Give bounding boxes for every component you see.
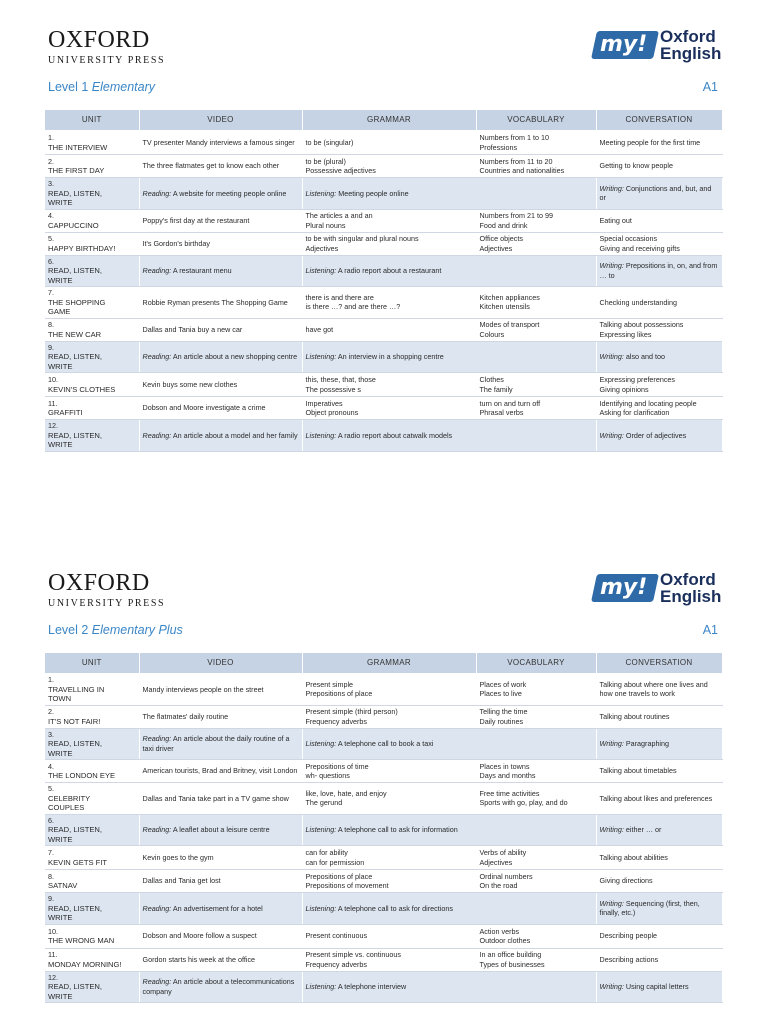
unit-number: 8. — [48, 320, 54, 329]
header-grammar: GRAMMAR — [302, 653, 476, 674]
table-row — [45, 783, 722, 815]
table-row — [45, 971, 722, 1003]
unit-title: READ, LISTEN, WRITE — [48, 825, 103, 844]
vocabulary-cell: Kitchen appliances Kitchen utensils — [476, 287, 596, 319]
conversation-cell: Checking understanding — [596, 287, 722, 319]
table-row — [45, 870, 722, 893]
writing-cell: Writing: Order of adjectives — [596, 420, 722, 452]
unit-cell — [45, 971, 139, 1003]
table-row — [45, 814, 722, 846]
unit-number: 6. — [48, 815, 54, 825]
writing-cell: Writing: either … or — [596, 814, 722, 846]
listening-label: Listening: — [305, 825, 337, 834]
header-unit: UNIT — [45, 653, 139, 674]
conversation-cell: Meeting people for the first time — [596, 131, 722, 155]
reading-cell: Reading: An article about a telecommunications company — [139, 971, 302, 1003]
writing-label: Writing: — [599, 183, 624, 193]
cefr-level: A1 — [702, 80, 718, 94]
conversation-cell: Talking about routines — [596, 705, 722, 728]
publisher-sub: UNIVERSITY PRESS — [48, 55, 166, 66]
unit-title: THE NEW CAR — [48, 329, 102, 339]
video-cell: The flatmates' daily routine — [139, 705, 302, 728]
table-row — [45, 924, 722, 948]
vocabulary-cell: In an office building Types of businesses — [476, 948, 596, 971]
reading-label: Reading: — [142, 266, 172, 275]
video-cell: Dobson and Moore investigate a crime — [139, 397, 302, 420]
unit-cell — [45, 674, 139, 706]
unit-title: READ, LISTEN, WRITE — [48, 982, 103, 1001]
header-grammar: GRAMMAR — [302, 110, 476, 131]
syllabus-table-level-2 — [45, 653, 723, 1003]
unit-number: 2. — [48, 707, 54, 716]
table-row — [45, 705, 722, 728]
listening-cell: Listening: A radio report about a restaurant — [302, 255, 596, 287]
reading-label: Reading: — [142, 903, 172, 913]
unit-number: 5. — [48, 784, 54, 793]
unit-title: READ, LISTEN, WRITE — [48, 266, 103, 285]
table-row — [45, 893, 722, 925]
writing-cell: Writing: Using capital letters — [596, 971, 722, 1003]
unit-title: HAPPY BIRTHDAY! — [48, 243, 116, 253]
header-video: VIDEO — [139, 653, 302, 674]
listening-cell: Listening: A telephone call to book a taxi — [302, 728, 596, 760]
unit-cell — [45, 870, 139, 893]
unit-number: 12. — [48, 421, 58, 430]
writing-label: Writing: — [599, 739, 624, 748]
unit-title: READ, LISTEN, WRITE — [48, 739, 103, 758]
writing-cell: Writing: Prepositions in, on, and from … to — [596, 255, 722, 287]
conversation-cell: Talking about timetables — [596, 760, 722, 783]
unit-number: 10. — [48, 926, 58, 936]
publisher-name: OXFORD — [48, 570, 150, 596]
writing-cell: Writing: Paragraphing — [596, 728, 722, 760]
grammar-cell: Imperatives Object pronouns — [302, 397, 476, 420]
unit-number: 10. — [48, 375, 58, 384]
listening-label: Listening: — [305, 903, 337, 913]
vocabulary-cell: Places in towns Days and months — [476, 760, 596, 783]
unit-number: 3. — [48, 179, 54, 188]
grammar-cell: to be with singular and plural nouns Adjectives — [302, 232, 476, 255]
unit-number: 4. — [48, 211, 54, 220]
reading-label: Reading: — [142, 734, 172, 744]
table-row — [45, 846, 722, 870]
vocabulary-cell: Telling the time Daily routines — [476, 705, 596, 728]
video-cell: Poppy's first day at the restaurant — [139, 209, 302, 232]
level-prefix: Level 1 — [48, 80, 92, 94]
unit-title: CAPPUCCINO — [48, 220, 99, 230]
unit-cell — [45, 760, 139, 783]
reading-cell: Reading: An article about the daily routine of a taxi driver — [139, 728, 302, 760]
grammar-cell: Prepositions of time wh- questions — [302, 760, 476, 783]
conversation-cell: Talking about likes and preferences — [596, 783, 722, 815]
logo-oxford: Oxford — [660, 570, 716, 589]
reading-label: Reading: — [142, 430, 172, 440]
reading-cell: Reading: A website for meeting people online — [139, 178, 302, 210]
listening-cell: Listening: Meeting people online — [302, 178, 596, 210]
conversation-cell: Identifying and locating people Asking for clarification — [596, 397, 722, 420]
reading-label: Reading: — [142, 825, 172, 834]
grammar-cell: Present simple (third person) Frequency adverbs — [302, 705, 476, 728]
vocabulary-cell: Clothes The family — [476, 373, 596, 397]
unit-title: IT'S NOT FAIR! — [48, 716, 101, 726]
header-unit: UNIT — [45, 110, 139, 131]
vocabulary-cell: turn on and turn off Phrasal verbs — [476, 397, 596, 420]
conversation-cell: Describing actions — [596, 948, 722, 971]
header-conversation: CONVERSATION — [596, 653, 722, 674]
table-row — [45, 674, 722, 706]
unit-cell — [45, 846, 139, 870]
grammar-cell: to be (plural) Possessive adjectives — [302, 155, 476, 178]
table-row — [45, 948, 722, 971]
level-name: Elementary Plus — [91, 623, 183, 637]
reading-cell: Reading: An article about a model and her family — [139, 420, 302, 452]
unit-title: READ, LISTEN, WRITE — [48, 430, 103, 449]
level-title — [48, 623, 183, 637]
unit-title: THE LONDON EYE — [48, 771, 116, 780]
video-cell: American tourists, Brad and Britney, visit London — [139, 760, 302, 783]
publisher-sub: UNIVERSITY PRESS — [48, 598, 166, 609]
unit-number: 7. — [48, 848, 54, 857]
reading-label: Reading: — [142, 352, 172, 361]
reading-label: Reading: — [142, 188, 172, 198]
unit-number: 1. — [48, 133, 54, 142]
unit-number: 6. — [48, 256, 54, 266]
unit-number: 11. — [48, 398, 58, 408]
video-cell: Kevin buys some new clothes — [139, 373, 302, 397]
unit-cell — [45, 728, 139, 760]
table-header-row — [45, 653, 722, 674]
grammar-cell: this, these, that, those The possessive s — [302, 373, 476, 397]
grammar-cell: Present simple Prepositions of place — [302, 674, 476, 706]
unit-cell — [45, 814, 139, 846]
unit-title: TRAVELLING IN TOWN — [48, 684, 105, 703]
level-prefix: Level 2 — [48, 623, 92, 637]
header-video: VIDEO — [139, 110, 302, 131]
reading-cell: Reading: A leaflet about a leisure centre — [139, 814, 302, 846]
conversation-cell: Getting to know people — [596, 155, 722, 178]
listening-cell: Listening: A telephone call to ask for information — [302, 814, 596, 846]
logo-oxford: Oxford — [660, 27, 716, 46]
video-cell: Kevin goes to the gym — [139, 846, 302, 870]
vocabulary-cell: Free time activities Sports with go, play, and do — [476, 783, 596, 815]
unit-title: THE SHOPPING GAME — [48, 297, 106, 316]
video-cell: TV presenter Mandy interviews a famous singer — [139, 131, 302, 155]
unit-cell — [45, 893, 139, 925]
unit-title: THE INTERVIEW — [48, 142, 108, 152]
unit-title: THE WRONG MAN — [48, 936, 115, 945]
listening-label: Listening: — [305, 188, 337, 198]
unit-number: 9. — [48, 894, 54, 903]
listening-label: Listening: — [305, 266, 337, 275]
vocabulary-cell: Verbs of ability Adjectives — [476, 846, 596, 870]
reading-cell: Reading: A restaurant menu — [139, 255, 302, 287]
header-vocabulary: VOCABULARY — [476, 653, 596, 674]
unit-number: 2. — [48, 156, 54, 166]
listening-cell: Listening: An interview in a shopping centre — [302, 341, 596, 373]
unit-title: READ, LISTEN, WRITE — [48, 903, 103, 922]
vocabulary-cell: Modes of transport Colours — [476, 318, 596, 341]
table-row — [45, 760, 722, 783]
grammar-cell: have got — [302, 318, 476, 341]
writing-label: Writing: — [599, 352, 624, 361]
writing-cell: Writing: also and too — [596, 341, 722, 373]
listening-label: Listening: — [305, 739, 337, 748]
conversation-cell: Special occasions Giving and receiving gifts — [596, 232, 722, 255]
listening-label: Listening: — [305, 352, 337, 361]
unit-number: 4. — [48, 761, 54, 771]
listening-cell: Listening: A radio report about catwalk models — [302, 420, 596, 452]
publisher-name: OXFORD — [48, 27, 150, 53]
conversation-cell: Talking about abilities — [596, 846, 722, 870]
header-conversation: CONVERSATION — [596, 110, 722, 131]
video-cell: Dallas and Tania get lost — [139, 870, 302, 893]
grammar-cell: Present simple vs. continuous Frequency adverbs — [302, 948, 476, 971]
vocabulary-cell: Action verbs Outdoor clothes — [476, 924, 596, 948]
unit-number: 7. — [48, 288, 54, 297]
reading-label: Reading: — [142, 977, 172, 987]
conversation-cell: Describing people — [596, 924, 722, 948]
logo-english: English — [660, 587, 722, 606]
unit-title: GRAFFITI — [48, 408, 83, 417]
unit-number: 5. — [48, 234, 54, 243]
vocabulary-cell: Ordinal numbers On the road — [476, 870, 596, 893]
conversation-cell: Eating out — [596, 209, 722, 232]
vocabulary-cell: Numbers from 11 to 20 Countries and nationalities — [476, 155, 596, 178]
listening-label: Listening: — [305, 430, 337, 440]
video-cell: Dobson and Moore follow a suspect — [139, 924, 302, 948]
cefr-level: A1 — [702, 623, 718, 637]
unit-cell — [45, 783, 139, 815]
logo-my: my! — [600, 32, 648, 57]
grammar-cell: Present continuous — [302, 924, 476, 948]
writing-label: Writing: — [599, 982, 624, 991]
writing-cell: Writing: Conjunctions and, but, and or — [596, 178, 722, 210]
grammar-cell: there is and there are is there …? and are there …? — [302, 287, 476, 319]
reading-cell: Reading: An article about a new shopping centre — [139, 341, 302, 373]
unit-title: KEVIN'S CLOTHES — [48, 384, 116, 394]
video-cell: Gordon starts his week at the office — [139, 948, 302, 971]
table-row — [45, 728, 722, 760]
listening-cell: Listening: A telephone call to ask for directions — [302, 893, 596, 925]
video-cell: It's Gordon's birthday — [139, 232, 302, 255]
vocabulary-cell: Places of work Places to live — [476, 674, 596, 706]
unit-number: 12. — [48, 972, 58, 982]
grammar-cell: can for ability can for permission — [302, 846, 476, 870]
grammar-cell: The articles a and an Plural nouns — [302, 209, 476, 232]
writing-label: Writing: — [599, 430, 624, 440]
writing-label: Writing: — [599, 261, 624, 271]
conversation-cell: Giving directions — [596, 870, 722, 893]
unit-cell — [45, 948, 139, 971]
unit-title: READ, LISTEN, WRITE — [48, 188, 103, 207]
video-cell: Mandy interviews people on the street — [139, 674, 302, 706]
level-name: Elementary — [91, 80, 156, 94]
grammar-cell: like, love, hate, and enjoy The gerund — [302, 783, 476, 815]
unit-cell — [45, 924, 139, 948]
writing-label: Writing: — [599, 898, 624, 908]
unit-title: THE FIRST DAY — [48, 166, 105, 175]
video-cell: The three flatmates get to know each other — [139, 155, 302, 178]
vocabulary-cell: Office objects Adjectives — [476, 232, 596, 255]
reading-cell: Reading: An advertisement for a hotel — [139, 893, 302, 925]
listening-label: Listening: — [305, 982, 337, 991]
my-oxford-english-logo — [594, 571, 726, 605]
vocabulary-cell: Numbers from 21 to 99 Food and drink — [476, 209, 596, 232]
unit-number: 9. — [48, 342, 54, 352]
video-cell: Dallas and Tania take part in a TV game show — [139, 783, 302, 815]
unit-number: 8. — [48, 871, 54, 881]
video-cell: Dallas and Tania buy a new car — [139, 318, 302, 341]
writing-label: Writing: — [599, 825, 624, 834]
unit-title: KEVIN GETS FIT — [48, 857, 108, 867]
vocabulary-cell: Numbers from 1 to 10 Professions — [476, 131, 596, 155]
unit-number: 11. — [48, 950, 58, 959]
unit-cell — [45, 705, 139, 728]
conversation-cell: Talking about where one lives and how one travels to work — [596, 674, 722, 706]
unit-title: CELEBRITY COUPLES — [48, 793, 91, 812]
unit-title: SATNAV — [48, 881, 78, 890]
header-vocabulary: VOCABULARY — [476, 110, 596, 131]
writing-cell: Writing: Sequencing (first, then, finally, etc.) — [596, 893, 722, 925]
logo-english: English — [660, 44, 722, 63]
video-cell: Robbie Ryman presents The Shopping Game — [139, 287, 302, 319]
logo-my: my! — [600, 575, 648, 600]
unit-number: 3. — [48, 729, 54, 739]
conversation-cell: Expressing preferences Giving opinions — [596, 373, 722, 397]
conversation-cell: Talking about possessions Expressing likes — [596, 318, 722, 341]
grammar-cell: to be (singular) — [302, 131, 476, 155]
grammar-cell: Prepositions of place Prepositions of movement — [302, 870, 476, 893]
oxford-up-logo — [48, 571, 165, 609]
unit-number: 1. — [48, 675, 54, 684]
unit-title: MONDAY MORNING! — [48, 959, 122, 969]
unit-title: READ, LISTEN, WRITE — [48, 352, 103, 371]
listening-cell: Listening: A telephone interview — [302, 971, 596, 1003]
